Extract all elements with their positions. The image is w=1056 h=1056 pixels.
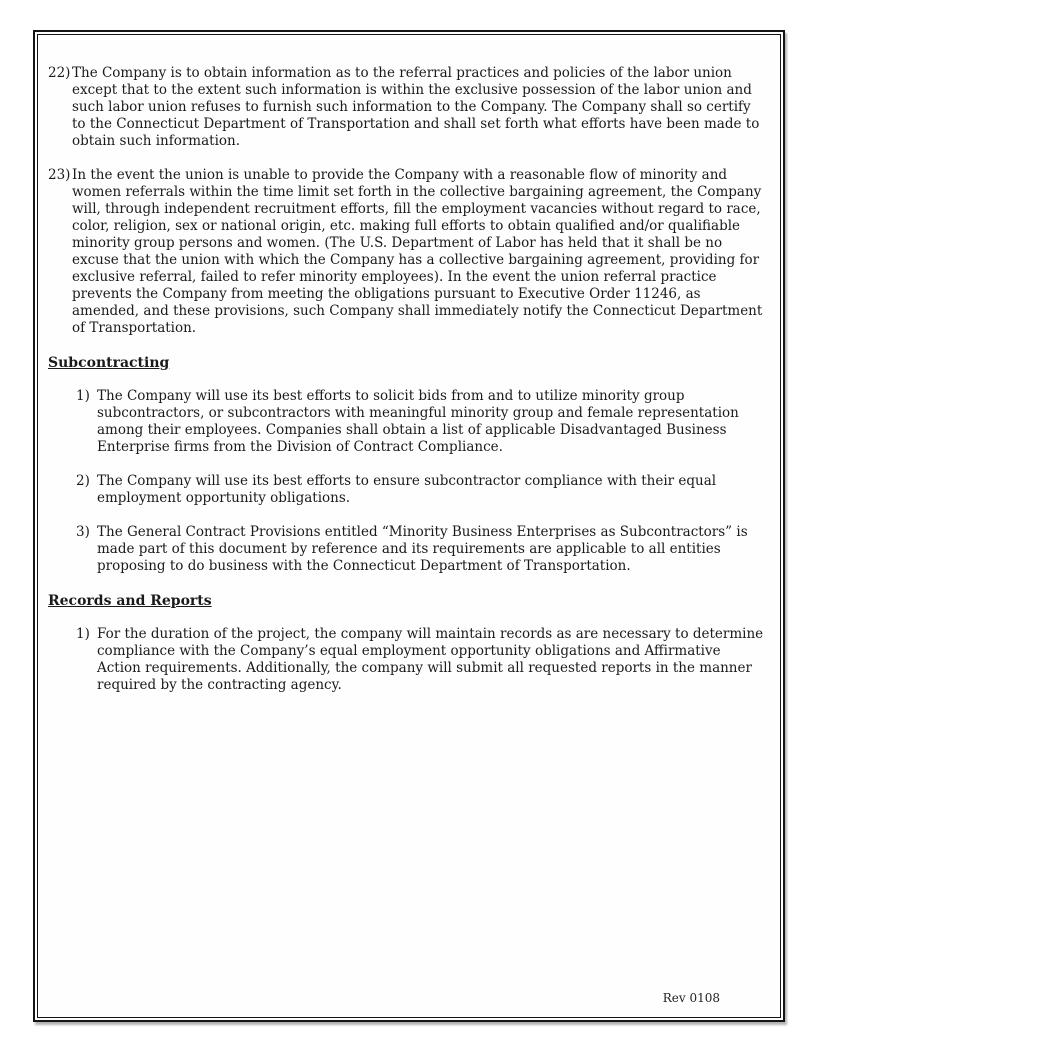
- paragraph-23: [48, 167, 765, 337]
- list-item-number: 1): [76, 388, 90, 404]
- list-item-text: The Company will use its best efforts to solicit bids from and to utilize minority group subcontractors, or subcontractors with meaningful minority group and female representation among their employees. Companies shall obtain a list of applicable Disadvantaged Business Enterprise firms from the Division of Contract Compliance.: [97, 388, 739, 455]
- paragraph-22-text: The Company is to obtain information as to the referral practices and policies of the labor union except that to the extent such information is within the exclusive possession of the labor union and such labor union refuses to furnish such information to the Company. The Company shall so certify to the Connecticut Department of Transportation and shall set forth what efforts have been made to obtain such information.: [72, 65, 760, 149]
- document-page-inner-border: [37, 34, 781, 1018]
- document-page: [33, 30, 785, 1022]
- paragraph-22: [48, 65, 765, 150]
- list-item-number: 1): [76, 626, 90, 642]
- list-item-text: For the duration of the project, the company will maintain records as are necessary to determine compliance with the Company’s equal employment opportunity obligations and Affirmative Action requirements. Additionally, the company will submit all requested reports in the manner required by the contracting agency.: [97, 626, 764, 693]
- list-item: [76, 473, 765, 507]
- records-and-reports-list: [76, 626, 765, 694]
- paragraph-23-number: 23): [48, 167, 71, 183]
- revision-label: Rev 0108: [662, 991, 720, 1005]
- list-item-text: The Company will use its best efforts to ensure subcontractor compliance with their equal employment opportunity obligations.: [97, 473, 717, 506]
- list-item: [76, 388, 765, 456]
- subcontracting-list: [76, 388, 765, 575]
- list-item: [76, 524, 765, 575]
- list-item-number: 2): [76, 473, 90, 489]
- section-heading-records-and-reports: Records and Reports: [48, 593, 212, 609]
- section-heading-subcontracting: Subcontracting: [48, 355, 170, 371]
- paragraph-23-text: In the event the union is unable to provide the Company with a reasonable flow of minority and women referrals within the time limit set forth in the collective bargaining agreement, the Company will, through independent recruitment efforts, fill the employment vacancies without regard to race, color, religion, sex or national origin, etc. making full efforts to obtain qualified and/or qualifiable minority group persons and women. (The U.S. Department of Labor has held that it shall be no excuse that the union with which the Company has a collective bargaining agreement, providing for exclusive referral, failed to refer minority employees). In the event the union referral practice prevents the Company from meeting the obligations pursuant to Executive Order 11246, as amended, and these provisions, such Company shall immediately notify the Connecticut Department of Transportation.: [72, 167, 763, 336]
- list-item: [76, 626, 765, 694]
- list-item-text: The General Contract Provisions entitled “Minority Business Enterprises as Subcontractors” is made part of this document by reference and its requirements are applicable to all entities proposing to do business with the Connecticut Department of Transportation.: [97, 524, 748, 574]
- paragraph-22-number: 22): [48, 65, 71, 81]
- list-item-number: 3): [76, 524, 90, 540]
